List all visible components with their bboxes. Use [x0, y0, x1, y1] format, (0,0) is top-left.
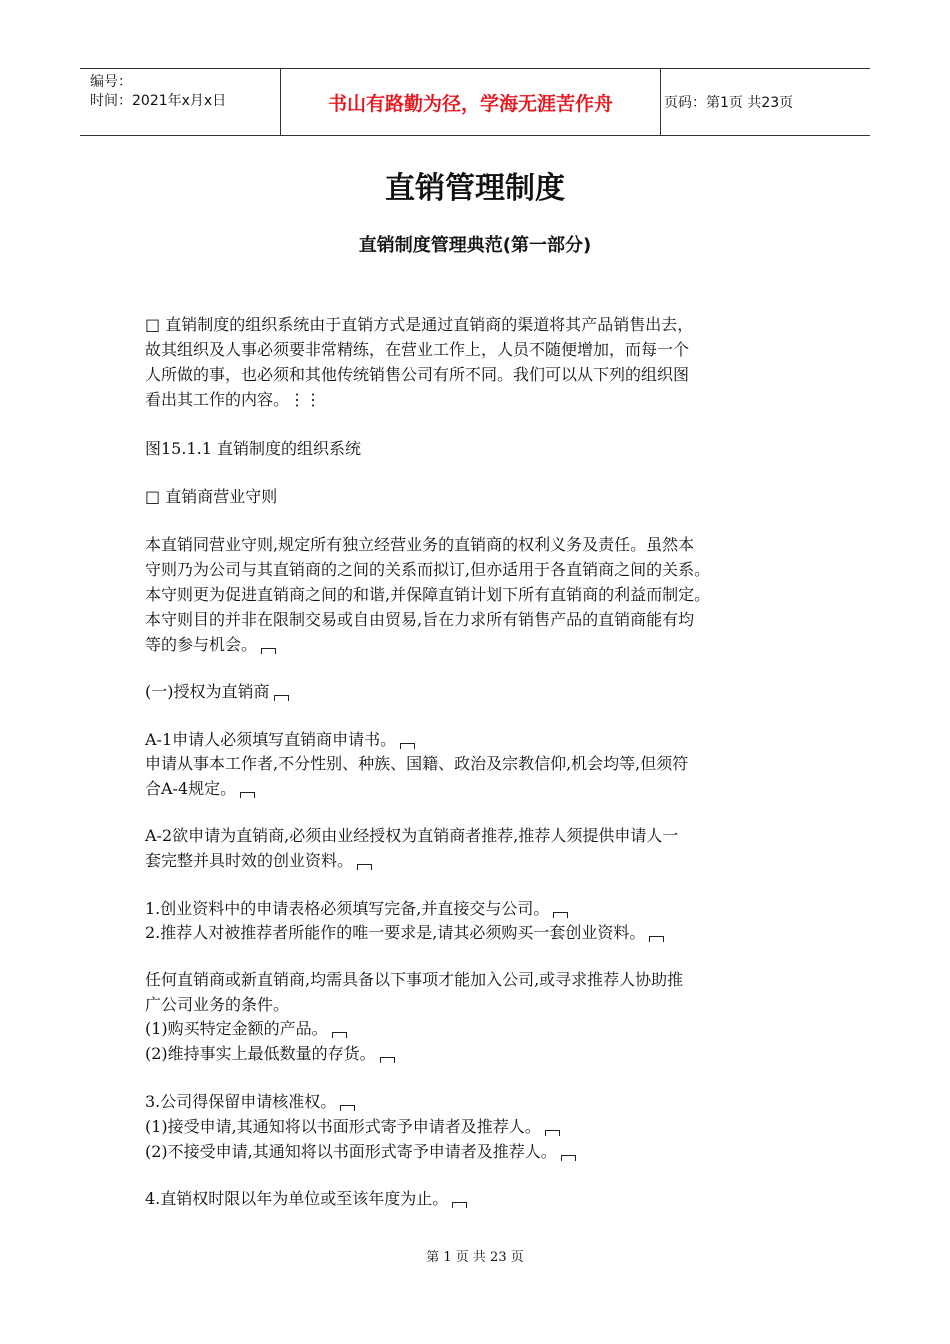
body-line: [145, 485, 277, 509]
paragraph-mark-icon: [553, 912, 568, 918]
body-line: [145, 680, 289, 704]
number-label: 编号：: [90, 74, 132, 90]
paragraph-mark-icon: [380, 1057, 395, 1063]
body-line: [145, 558, 710, 582]
body-line-text: A-2欲申请为直销商,必须由业经授权为直销商者推荐,推荐人须提供申请人一: [145, 826, 679, 845]
body-line: [145, 1115, 560, 1139]
body-line: [145, 993, 289, 1017]
body-line-text: 2.推荐人对被推荐者所能作的唯一要求是,请其必须购买一套创业资料。: [145, 923, 646, 942]
body-line-text: 看出其工作的内容。⋮⋮: [145, 390, 322, 409]
page-footer: 第 1 页 共 23 页: [426, 1250, 524, 1265]
body-line: [145, 1187, 467, 1211]
body-line: [145, 533, 694, 557]
paragraph-mark-icon: [545, 1130, 560, 1136]
body-line-text: (一)授权为直销商: [145, 682, 270, 701]
body-line: [145, 849, 372, 873]
body-line-text: 广公司业务的条件。: [145, 995, 290, 1014]
body-line-text: 图15.1.1 直销制度的组织系统: [145, 439, 361, 458]
body-line-text: 1.创业资料中的申请表格必须填写完备,并直接交与公司。: [145, 899, 550, 918]
body-line-text: 故其组织及人事必须要非常精练，在营业工作上，人员不随便增加，而每一个: [145, 340, 690, 359]
page-info: 页码：第1页 共23页: [664, 95, 794, 111]
body-line-text: 4.直销权时限以年为单位或至该年度为止。: [145, 1189, 449, 1208]
time-label: 时间：2021年x月x日: [90, 93, 227, 109]
paragraph-mark-icon: [261, 648, 276, 654]
header-table: [80, 68, 870, 136]
body-line: [145, 388, 321, 412]
paragraph-mark-icon: [357, 864, 372, 870]
body-line: [145, 437, 361, 461]
body-line-text: 守则乃为公司与其直销商的之间的关系而拟订,但亦适用于各直销商之间的关系。: [145, 560, 711, 579]
body-line: [145, 608, 694, 632]
body-line-text: (2)维持事实上最低数量的存货。: [145, 1044, 376, 1063]
body-line-text: A-1申请人必须填写直销商申请书。: [145, 730, 397, 749]
body-line-text: 申请从事本工作者,不分性别、种族、国籍、政治及宗教信仰,机会均等,但须符: [145, 754, 689, 773]
paragraph-mark-icon: [332, 1032, 347, 1038]
body-line-text: 3.公司得保留申请核准权。: [145, 1092, 337, 1111]
body-line: [145, 752, 688, 776]
body-line: [145, 1042, 395, 1066]
motto: 书山有路勤为径，学海无涯苦作舟: [281, 69, 661, 135]
body-line: [145, 583, 710, 607]
paragraph-mark-icon: [452, 1202, 467, 1208]
body-line: [145, 1140, 576, 1164]
paragraph-mark-icon: [400, 743, 415, 749]
paragraph-mark-icon: [340, 1105, 355, 1111]
body-line-text: (1)接受申请,其通知将以书面形式寄予申请者及推荐人。: [145, 1117, 541, 1136]
body-line-text: □ 直销商营业守则: [145, 487, 278, 506]
paragraph-mark-icon: [240, 792, 255, 798]
body-line-text: 本守则目的并非在限制交易或自由贸易,旨在力求所有销售产品的直销商能有均: [145, 610, 695, 629]
body-line: [145, 1017, 347, 1041]
body-line-text: 本守则更为促进直销商之间的和谐,并保障直销计划下所有直销商的利益而制定。: [145, 585, 711, 604]
body-line: [145, 777, 255, 801]
body-line: [145, 1090, 355, 1114]
body-line-text: (1)购买特定金额的产品。: [145, 1019, 328, 1038]
body-line: [145, 897, 568, 921]
body-line-text: 合A-4规定。: [145, 779, 237, 798]
paragraph-mark-icon: [274, 695, 289, 701]
body-line: [145, 313, 693, 337]
body-line-text: 任何直销商或新直销商,均需具备以下事项才能加入公司,或寻求推荐人协助推: [145, 970, 684, 989]
body-line: [145, 968, 683, 992]
body-line-text: 本直销同营业守则,规定所有独立经营业务的直销商的权利义务及责任。虽然本: [145, 535, 695, 554]
body-line: [145, 728, 415, 752]
body-line-text: □ 直销制度的组织系统由于直销方式是通过直销商的渠道将其产品销售出去，: [145, 315, 694, 334]
body-line: [145, 921, 664, 945]
body-line-text: (2)不接受申请,其通知将以书面形式寄予申请者及推荐人。: [145, 1142, 557, 1161]
header-info-cell: [80, 69, 281, 135]
body-line: [145, 363, 689, 387]
paragraph-mark-icon: [649, 936, 664, 942]
body-line-text: 套完整并具时效的创业资料。: [145, 851, 354, 870]
document-subtitle: 直销制度管理典范(第一部分): [358, 235, 592, 256]
paragraph-mark-icon: [561, 1155, 576, 1161]
body-line-text: 等的参与机会。: [145, 635, 258, 654]
body-line-text: 人所做的事，也必须和其他传统销售公司有所不同。我们可以从下列的组织图: [145, 365, 690, 384]
body-line: [145, 824, 678, 848]
body-line: [145, 338, 689, 362]
document-title: 直销管理制度: [385, 171, 565, 206]
body-line: [145, 633, 276, 657]
